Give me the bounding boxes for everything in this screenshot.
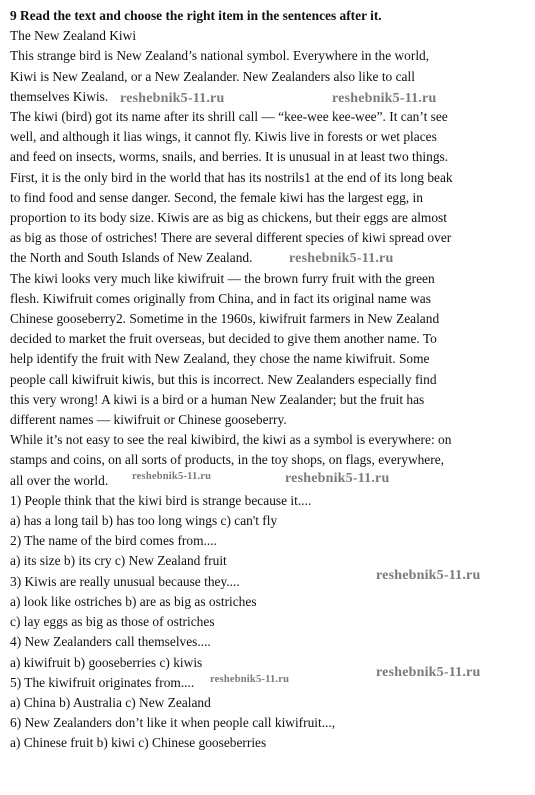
question-1-options: a) has a long tail b) has too long wings c) can't fly xyxy=(10,513,278,529)
watermark: reshebnik5-11.ru xyxy=(332,91,437,106)
text-line: well, and although it lias wings, it cannot fly. Kiwis live in forests or wet places xyxy=(10,129,437,145)
question-6-options: a) Chinese fruit b) kiwi c) Chinese gooseberries xyxy=(10,735,267,751)
question-6: 6) New Zealanders don’t like it when people call kiwifruit..., xyxy=(10,715,336,731)
text-line: flesh. Kiwifruit comes originally from China, and in fact its original name was xyxy=(10,290,431,306)
text-line: and feed on insects, worms, snails, and berries. It is unusual in at least two things. xyxy=(10,149,449,165)
watermark: reshebnik5-11.ru xyxy=(210,674,290,685)
watermark: reshebnik5-11.ru xyxy=(289,251,394,266)
text-line: this very wrong! A kiwi is a bird or a human New Zealander; but the fruit has xyxy=(10,391,425,407)
text-line: The kiwi looks very much like kiwifruit — the brown furry fruit with the green xyxy=(10,270,435,286)
question-4-options: a) kiwifruit b) gooseberries c) kiwis xyxy=(10,654,203,670)
text-line: stamps and coins, on all sorts of products, in the toy shops, on flags, everywhere, xyxy=(10,452,445,468)
text-line: as big as those of ostriches! There are several different species of kiwi spread over xyxy=(10,230,452,246)
text-line: people call kiwifruit kiwis, but this is incorrect. New Zealanders especially find xyxy=(10,371,437,387)
question-3: 3) Kiwis are really unusual because they.... xyxy=(10,573,240,589)
text-line: This strange bird is New Zealand’s national symbol. Everywhere in the world, xyxy=(10,48,430,64)
question-2: 2) The name of the bird comes from.... xyxy=(10,533,217,549)
question-3-options: a) look like ostriches b) are as big as ostriches xyxy=(10,593,257,609)
watermark: reshebnik5-11.ru xyxy=(120,91,225,106)
question-4: 4) New Zealanders call themselves.... xyxy=(10,634,211,650)
question-1: 1) People think that the kiwi bird is strange because it.... xyxy=(10,492,312,508)
question-2-options: a) its size b) its cry c) New Zealand fruit xyxy=(10,553,227,569)
watermark: reshebnik5-11.ru xyxy=(285,471,390,486)
text-line: Kiwi is New Zealand, or a New Zealander. New Zealanders also like to call xyxy=(10,68,415,84)
text-line: help identify the fruit with New Zealand, they chose the name kiwifruit. Some xyxy=(10,351,430,367)
text-line: themselves Kiwis. xyxy=(10,88,109,104)
text-title: The New Zealand Kiwi xyxy=(10,28,137,44)
watermark: reshebnik5-11.ru xyxy=(376,665,481,680)
question-5: 5) The kiwifruit originates from.... xyxy=(10,674,195,690)
exercise-page xyxy=(10,6,530,754)
question-3-options-continued: c) lay eggs as big as those of ostriches xyxy=(10,614,215,630)
text-line: different names — kiwifruit or Chinese gooseberry. xyxy=(10,412,287,428)
text-line: Chinese gooseberry2. Sometime in the 1960s, kiwifruit farmers in New Zealand xyxy=(10,311,440,327)
exercise-heading: 9 Read the text and choose the right item in the sentences after it. xyxy=(10,8,382,23)
text-line: The kiwi (bird) got its name after its shrill call — “kee-wee kee-wee”. It can’t see xyxy=(10,109,448,125)
text-line: First, it is the only bird in the world that has its nostrils1 at the end of its long beak xyxy=(10,169,453,185)
watermark: reshebnik5-11.ru xyxy=(132,471,212,482)
text-line: the North and South Islands of New Zealand. xyxy=(10,250,253,266)
question-5-options: a) China b) Australia c) New Zealand xyxy=(10,694,211,710)
text-line: While it’s not easy to see the real kiwibird, the kiwi as a symbol is everywhere: on xyxy=(10,432,452,448)
text-line: proportion to its body size. Kiwis are as big as chickens, but their eggs are almost xyxy=(10,210,447,226)
watermark: reshebnik5-11.ru xyxy=(376,568,481,583)
text-line: decided to market the fruit overseas, but decided to give them another name. To xyxy=(10,331,437,347)
text-line: to find food and sense danger. Second, the female kiwi has the largest egg, in xyxy=(10,189,423,205)
text-line: all over the world. xyxy=(10,472,109,488)
